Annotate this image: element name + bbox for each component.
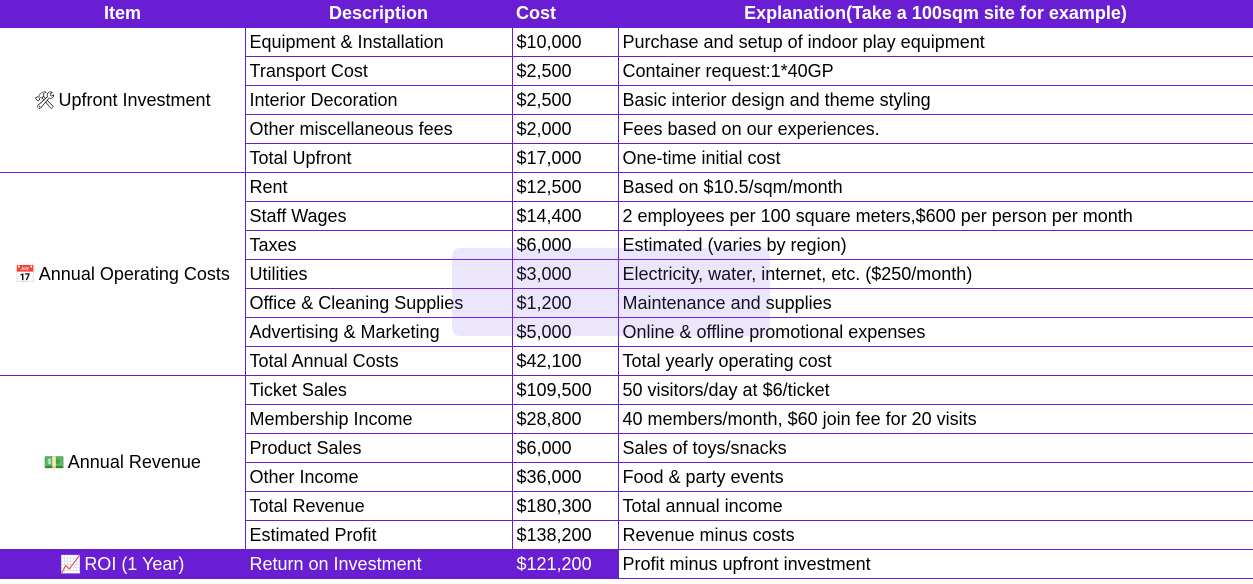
cost-cell: $138,200 (512, 521, 618, 550)
description-cell: Other Income (245, 463, 512, 492)
description-cell: Rent (245, 173, 512, 202)
explanation-cell: Basic interior design and theme styling (618, 86, 1253, 115)
cost-cell: $28,800 (512, 405, 618, 434)
table-row (0, 28, 1253, 57)
explanation-cell: Container request:1*40GP (618, 57, 1253, 86)
table-row (0, 173, 1253, 202)
cost-cell: $17,000 (512, 144, 618, 173)
explanation-cell: Electricity, water, internet, etc. ($250/month) (618, 260, 1253, 289)
cost-cell: $121,200 (512, 550, 618, 579)
description-cell: Utilities (245, 260, 512, 289)
cost-cell: $2,500 (512, 57, 618, 86)
cost-cell: $180,300 (512, 492, 618, 521)
explanation-cell: 50 visitors/day at $6/ticket (618, 376, 1253, 405)
explanation-cell: One-time initial cost (618, 144, 1253, 173)
header-row (0, 0, 1253, 28)
section-label-cell (0, 173, 245, 376)
explanation-cell: Profit minus upfront investment (618, 550, 1253, 579)
cost-cell: $6,000 (512, 231, 618, 260)
explanation-cell: Maintenance and supplies (618, 289, 1253, 318)
table-row (0, 550, 1253, 579)
description-cell: Total Upfront (245, 144, 512, 173)
section-label-cell (0, 550, 245, 579)
explanation-cell: 2 employees per 100 square meters,$600 per person per month (618, 202, 1253, 231)
explanation-cell: Fees based on our experiences. (618, 115, 1253, 144)
cost-cell: $2,000 (512, 115, 618, 144)
explanation-cell: Revenue minus costs (618, 521, 1253, 550)
description-cell: Interior Decoration (245, 86, 512, 115)
explanation-cell: Based on $10.5/sqm/month (618, 173, 1253, 202)
cost-cell: $2,500 (512, 86, 618, 115)
table-row (0, 376, 1253, 405)
explanation-cell: Purchase and setup of indoor play equipment (618, 28, 1253, 57)
description-cell: Total Revenue (245, 492, 512, 521)
section-label: Annual Operating Costs (38, 263, 230, 284)
header-item: Item (0, 0, 245, 28)
header-cost: Cost (512, 0, 618, 28)
description-cell: Estimated Profit (245, 521, 512, 550)
explanation-cell: 40 members/month, $60 join fee for 20 visits (618, 405, 1253, 434)
cost-cell: $109,500 (512, 376, 618, 405)
cost-cell: $6,000 (512, 434, 618, 463)
explanation-cell: Total yearly operating cost (618, 347, 1253, 376)
description-cell: Other miscellaneous fees (245, 115, 512, 144)
description-cell: Membership Income (245, 405, 512, 434)
explanation-cell: Sales of toys/snacks (618, 434, 1253, 463)
section-label: Upfront Investment (58, 89, 211, 110)
description-cell: Return on Investment (245, 550, 512, 579)
header-explanation: Explanation(Take a 100sqm site for example) (618, 0, 1253, 28)
chart-up-icon: 📈 (60, 554, 82, 574)
calendar-icon: 📅 (14, 264, 36, 284)
description-cell: Ticket Sales (245, 376, 512, 405)
header-description: Description (245, 0, 512, 28)
description-cell: Product Sales (245, 434, 512, 463)
cost-cell: $36,000 (512, 463, 618, 492)
section-label-cell (0, 28, 245, 173)
cost-cell: $3,000 (512, 260, 618, 289)
description-cell: Total Annual Costs (245, 347, 512, 376)
section-label: ROI (1 Year) (84, 553, 185, 574)
explanation-cell: Estimated (varies by region) (618, 231, 1253, 260)
description-cell: Staff Wages (245, 202, 512, 231)
cost-cell: $10,000 (512, 28, 618, 57)
cost-cell: $5,000 (512, 318, 618, 347)
cost-cell: $12,500 (512, 173, 618, 202)
tools-icon: 🛠 (33, 90, 56, 110)
description-cell: Office & Cleaning Supplies (245, 289, 512, 318)
cost-cell: $1,200 (512, 289, 618, 318)
explanation-cell: Online & offline promotional expenses (618, 318, 1253, 347)
cost-cell: $42,100 (512, 347, 618, 376)
cost-cell: $14,400 (512, 202, 618, 231)
explanation-cell: Total annual income (618, 492, 1253, 521)
description-cell: Advertising & Marketing (245, 318, 512, 347)
section-label: Annual Revenue (67, 452, 201, 472)
section-label-cell (0, 376, 245, 550)
explanation-cell: Food & party events (618, 463, 1253, 492)
description-cell: Transport Cost (245, 57, 512, 86)
description-cell: Taxes (245, 231, 512, 260)
money-icon: 💵 (43, 453, 65, 472)
description-cell: Equipment & Installation (245, 28, 512, 57)
